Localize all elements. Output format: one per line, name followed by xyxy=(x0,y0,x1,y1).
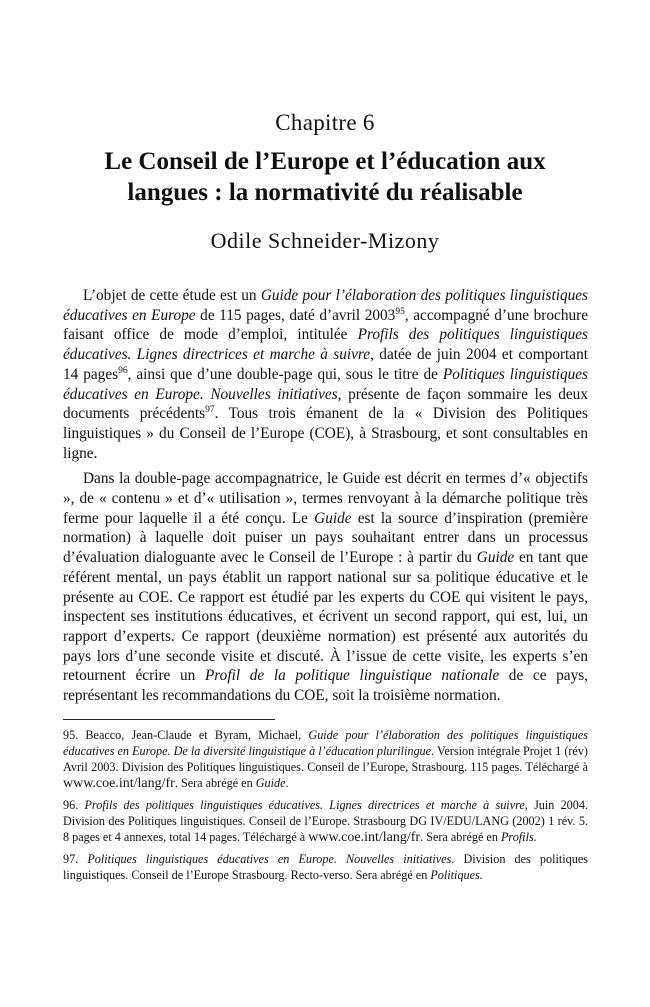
italic-title: Guide pour l’élaboration des politiques linguistiques éducatives en Europe xyxy=(63,287,588,324)
footnote-ref-95[interactable]: 95 xyxy=(395,306,405,317)
footnote-95: 95. Beacco, Jean-Claude et Byram, Michael, Guide pour l’élaboration des politiques linguistiques éducatives en Europe. De la diversité linguistique à l’éducation plurilingue. Version intégrale Projet 1 (rév) Avril 2003. Division des Politiques linguistiques. Conseil de l’Europe, Strasbourg. 115 pages. Téléchargé à www.coe.int/lang/fr. Sera abrégé en Guide. xyxy=(63,728,588,791)
italic-term: Guide xyxy=(476,549,515,567)
italic-term: Profil de la politique linguistique nationale xyxy=(204,667,500,685)
footnote-divider xyxy=(63,719,275,720)
italic-title: Politiques linguistiques éducatives en Europe. Nouvelles initiatives xyxy=(63,365,588,403)
link-coe-url[interactable]: www.coe.int/lang/fr xyxy=(308,830,421,845)
italic-title: Profils des politiques linguistiques éducatives. Lignes directrices et marche à suivre xyxy=(63,326,588,364)
paragraph-2: Dans la double-page accompagnatrice, le Guide est décrit en termes d’« objectifs », de « contenu » et d’« utilisation », termes renvoyant à la démarche politique très ferme pour laquelle il a été conçu. Le Guide est la source d’inspiration (première normation) à laquelle doit puiser un pays souhaitant entrer dans un processus d’évaluation dialoguante avec le Conseil de l’Europe : à partir du Guide en tant que référent mental, un pays établit un rapport national sur sa politique éducative et le présente au COE. Ce rapport est étudié par les experts du COE qui visitent le pays, inspectent ses institutions éducatives, et écrivent un second rapport, qui est, lui, un rapport d’experts. Ce rapport (deuxième normation) est présenté aux autorités du pays lors d’une seconde visite et discuté. À l’issue de cette visite, les experts s’en retournent écrire un Profil de la politique linguistique nationale de ce pays, représentant les recommandations du COE, soit la troisième normation. xyxy=(63,470,589,705)
footnotes xyxy=(63,727,588,888)
footnote-ref-97[interactable]: 97 xyxy=(205,405,215,416)
paragraph-1: L’objet de cette étude est un Guide pour l’élaboration des politiques linguistiques éducatives en Europe de 115 pages, daté d’avril 2003$^{95}$, accompagné d’une brochure faisant office de mode d’emploi, intitulée Profils des politiques linguistiques éducatives. Lignes directrices et marche à suivre, datée de juin 2004 et comportant 14 pages$^{96}$, ainsi que d’une double-page qui, sous le titre de Politiques linguistiques éducatives en Europe. Nouvelles initiatives, présente de façon sommaire les deux documents précédents$^{97}$. Tous trois émanent de la « Division des Politiques linguistiques » du Conseil de l’Europe (COE), à Strasbourg, et sont consultables en ligne. xyxy=(63,287,589,462)
footnote-ref-96[interactable]: 96 xyxy=(118,365,128,376)
italic-term: Guide xyxy=(314,509,352,527)
link-coe-url[interactable]: www.coe.int/lang/fr xyxy=(63,776,175,791)
footnote-97: 97. Politiques linguistiques éducatives en Europe. Nouvelles initiatives. Division des politiques linguistiques. Conseil de l’Europe Strasbourg. Recto-verso. Sera abrégé en Politiques. xyxy=(63,852,588,882)
footnote-96: 96. Profils des politiques linguistiques éducatives. Lignes directrices et marche à suivre, Juin 2004. Division des Politiques linguistiques. Conseil de l’Europe. Strasbourg DG IV/EDU/LANG (2002) 1 rév. 5. 8 pages et 4 annexes, total 14 pages. Téléchargé à www.coe.int/lang/fr. Sera abrégé en Profils. xyxy=(63,798,589,845)
chapter-label: Chapitre 6 xyxy=(275,110,375,135)
author-name: Odile Schneider-Mizony xyxy=(210,228,440,253)
body-text xyxy=(63,286,588,712)
chapter-title: Le Conseil de l’Europe et l’éducation aux langues : la normativité du réalisable xyxy=(104,148,546,206)
